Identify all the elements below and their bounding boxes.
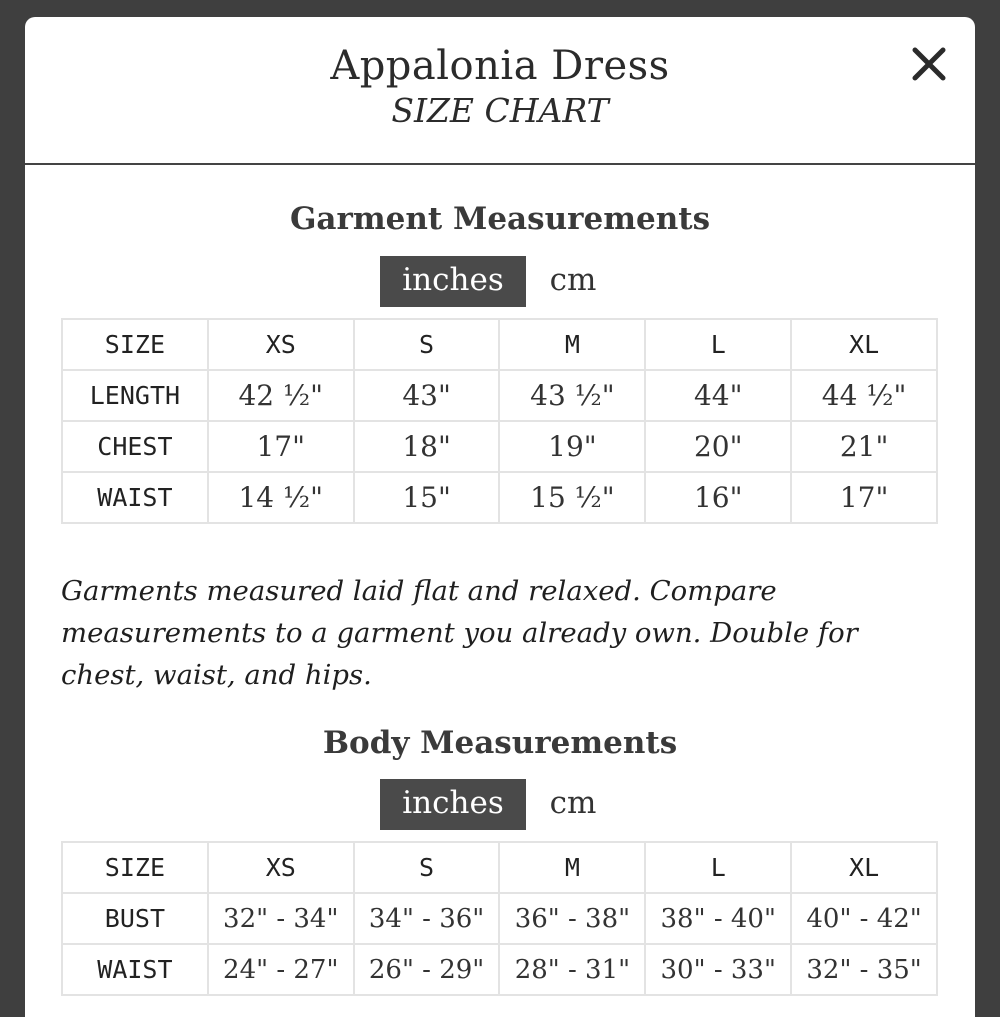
measurement-cell: 15 ½" xyxy=(499,472,645,523)
measurement-cell: 14 ½" xyxy=(208,472,354,523)
size-header-cell: M xyxy=(499,319,645,370)
size-header-cell: XS xyxy=(208,842,354,893)
measurement-cell: 15" xyxy=(354,472,500,523)
measurement-cell: 42 ½" xyxy=(208,370,354,421)
measurement-cell: 17" xyxy=(208,421,354,472)
measurement-cell: 43 ½" xyxy=(499,370,645,421)
garment-measurements-heading: Garment Measurements xyxy=(289,201,711,237)
measurement-cell: 30" - 33" xyxy=(645,944,791,995)
measurement-cell: 20" xyxy=(645,421,791,472)
modal-title: Appalonia Dress xyxy=(330,43,670,89)
body-inches-button[interactable]: inches xyxy=(380,779,526,830)
size-header-cell: XL xyxy=(791,842,937,893)
measurement-cell: 43" xyxy=(354,370,500,421)
size-header-cell: S xyxy=(354,842,500,893)
close-icon xyxy=(909,44,949,84)
measurement-cell: 18" xyxy=(354,421,500,472)
body-measurements-table xyxy=(61,841,938,996)
measurement-cell: 44" xyxy=(645,370,791,421)
garment-cm-button[interactable]: cm xyxy=(549,262,597,298)
table-header-row xyxy=(62,319,937,370)
measurement-cell: 44 ½" xyxy=(791,370,937,421)
table-row xyxy=(62,421,937,472)
modal-header xyxy=(25,17,975,165)
row-label: LENGTH xyxy=(62,370,208,421)
row-label: WAIST xyxy=(62,944,208,995)
size-header-cell: L xyxy=(645,842,791,893)
table-row xyxy=(62,944,937,995)
measurement-cell: 26" - 29" xyxy=(354,944,500,995)
garment-measurements-table xyxy=(61,318,938,524)
size-column-header: SIZE xyxy=(62,842,208,893)
table-row xyxy=(62,472,937,523)
measurement-cell: 38" - 40" xyxy=(645,893,791,944)
measurement-cell: 28" - 31" xyxy=(499,944,645,995)
body-unit-toggle xyxy=(380,779,620,830)
measurement-cell: 36" - 38" xyxy=(499,893,645,944)
measurement-cell: 17" xyxy=(791,472,937,523)
table-row xyxy=(62,370,937,421)
size-header-cell: S xyxy=(354,319,500,370)
table-header-row xyxy=(62,842,937,893)
close-button[interactable] xyxy=(909,44,949,84)
measurement-cell: 32" - 34" xyxy=(208,893,354,944)
measurement-cell: 40" - 42" xyxy=(791,893,937,944)
size-header-cell: L xyxy=(645,319,791,370)
measurement-cell: 32" - 35" xyxy=(791,944,937,995)
modal-subtitle: SIZE CHART xyxy=(391,91,609,130)
table-row xyxy=(62,893,937,944)
size-column-header: SIZE xyxy=(62,319,208,370)
size-header-cell: XS xyxy=(208,319,354,370)
row-label: CHEST xyxy=(62,421,208,472)
garment-inches-button[interactable]: inches xyxy=(380,256,526,307)
row-label: BUST xyxy=(62,893,208,944)
row-label: WAIST xyxy=(62,472,208,523)
size-chart-modal xyxy=(25,17,975,1017)
body-cm-button[interactable]: cm xyxy=(549,785,597,821)
measurement-note: Garments measured laid flat and relaxed. Compare measurements to a garment you already own. Double for chest, waist, and hips. xyxy=(61,575,858,691)
measurement-cell: 16" xyxy=(645,472,791,523)
garment-unit-toggle xyxy=(380,256,620,307)
measurement-cell: 21" xyxy=(791,421,937,472)
measurement-cell: 24" - 27" xyxy=(208,944,354,995)
size-header-cell: M xyxy=(499,842,645,893)
measurement-cell: 19" xyxy=(499,421,645,472)
size-header-cell: XL xyxy=(791,319,937,370)
measurement-cell: 34" - 36" xyxy=(354,893,500,944)
body-measurements-heading: Body Measurements xyxy=(322,725,678,761)
